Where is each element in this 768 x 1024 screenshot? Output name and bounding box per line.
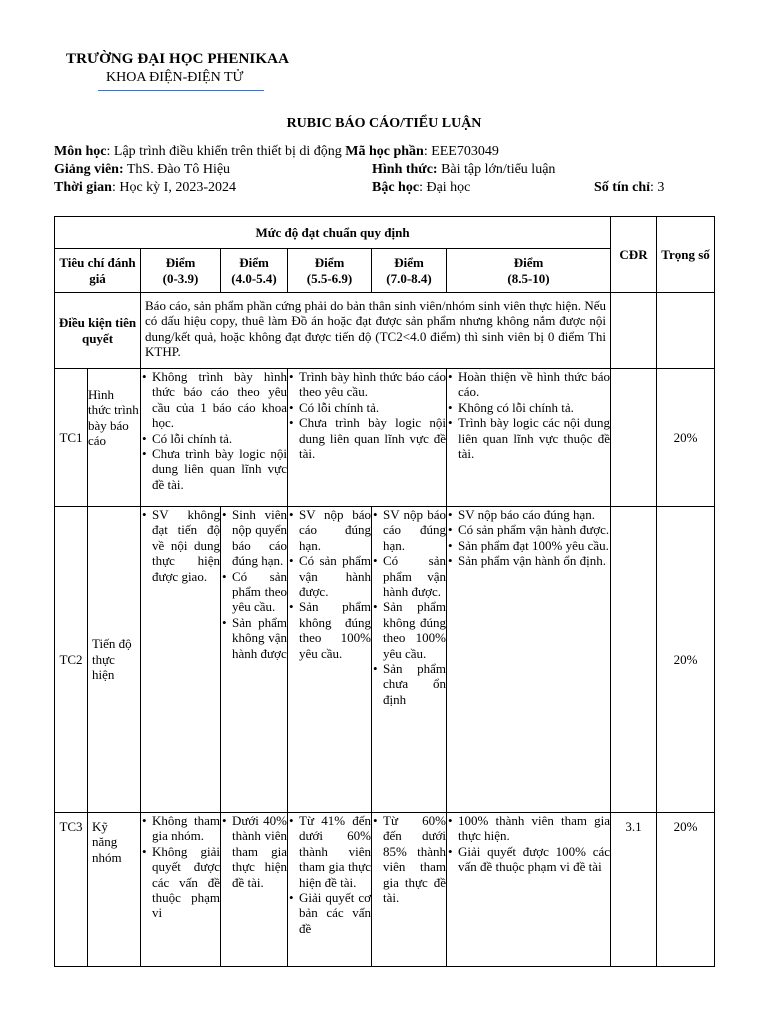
score-col-2-label: Điểm bbox=[239, 255, 269, 271]
university-name: TRƯỜNG ĐẠI HỌC PHENIKAA bbox=[66, 51, 290, 67]
faculty-underline bbox=[98, 90, 264, 91]
score-col-3-label: Điểm bbox=[314, 255, 345, 271]
criteria-bullet: • SV nộp báo cáo đúng hạn. bbox=[288, 507, 371, 553]
criteria-level-1 bbox=[141, 369, 288, 507]
table-row bbox=[55, 507, 715, 813]
criteria-bullet: • Không trình bày hình thức báo cáo theo yêu cầu của 1 báo cáo khoa học. bbox=[141, 369, 287, 431]
criteria-bullet: • Có lỗi chính tả. bbox=[288, 400, 446, 415]
score-col-4-header bbox=[372, 249, 447, 293]
criteria-bullet: • Trình bày logic các nội dung liên quan lĩnh vực thuộc đề tài. bbox=[447, 415, 610, 461]
table-row bbox=[55, 369, 715, 507]
criteria-weight: 20% bbox=[657, 507, 715, 813]
form-label: Hình thức: bbox=[372, 162, 438, 177]
prerequisite-cdr bbox=[611, 293, 657, 369]
time-label: Thời gian bbox=[54, 180, 112, 195]
criteria-bullet: • SV nộp báo cáo đúng hạn. bbox=[447, 507, 610, 522]
criteria-bullet: • Dưới 40% thành viên tham gia thực hiện đề tài. bbox=[221, 813, 287, 890]
subject-value: : Lập trình điều khiển trên thiết bị di động bbox=[106, 144, 342, 159]
criteria-level-4 bbox=[372, 507, 447, 813]
criteria-bullet: • Có lỗi chính tả. bbox=[141, 431, 287, 446]
criteria-bullet: • Có sản phẩm vận hành được. bbox=[288, 553, 371, 599]
criteria-bullet: • Từ 41% đến dưới 60% thành viên tham gia thực hiện đề tài. bbox=[288, 813, 371, 890]
credits-line bbox=[594, 180, 664, 196]
score-col-1-range: (0-3.9) bbox=[162, 270, 199, 286]
criteria-level-5 bbox=[447, 507, 611, 813]
weight-header-text: Trọng số bbox=[661, 246, 710, 262]
criteria-bullet: • Không có lỗi chính tả. bbox=[447, 400, 610, 415]
standard-level-header: Mức độ đạt chuẩn quy định bbox=[55, 217, 611, 249]
criteria-header: Tiêu chí đánh giá bbox=[55, 249, 141, 293]
criteria-bullet: • Sản phẩm không đúng theo 100% yêu cầu. bbox=[372, 599, 446, 661]
criteria-bullet: • Giải quyết cơ bản các vấn đề bbox=[288, 890, 371, 936]
criteria-bullet: • Không tham gia nhóm. bbox=[141, 813, 220, 844]
score-col-1-header bbox=[141, 249, 221, 293]
score-col-5-header bbox=[447, 249, 611, 293]
level-label: Bậc học bbox=[372, 180, 420, 195]
criteria-bullet: • Hoàn thiện về hình thức báo cáo. bbox=[447, 369, 610, 400]
score-col-1-label: Điểm bbox=[165, 255, 196, 271]
form-value: Bài tập lớn/tiểu luận bbox=[437, 162, 556, 177]
criteria-level-list bbox=[288, 369, 446, 461]
criteria-level-list bbox=[221, 507, 287, 661]
criteria-bullet: • Không giải quyết được các vấn đề thuộc phạm vi bbox=[141, 844, 220, 921]
criteria-bullet: • SV không đạt tiến độ về nội dung thực hiện được giao. bbox=[141, 507, 220, 584]
criteria-code: TC2 bbox=[55, 507, 88, 813]
criteria-name: Kỹ năng nhóm bbox=[88, 813, 141, 967]
criteria-level-2 bbox=[221, 507, 288, 813]
rubric-table bbox=[54, 216, 715, 967]
score-col-2-header bbox=[221, 249, 288, 293]
form-line bbox=[372, 162, 555, 178]
time-value: : Học kỳ I, 2023-2024 bbox=[111, 180, 236, 195]
criteria-code: TC3 bbox=[55, 813, 88, 967]
subject-line bbox=[54, 144, 499, 160]
criteria-code: TC1 bbox=[55, 369, 88, 507]
prerequisite-weight bbox=[657, 293, 715, 369]
level-line bbox=[372, 180, 470, 196]
criteria-cdr bbox=[611, 369, 657, 507]
score-col-5-label: Điểm bbox=[513, 255, 544, 271]
score-col-3-header bbox=[288, 249, 372, 293]
criteria-level-list bbox=[372, 507, 446, 707]
criteria-bullet: • Trình bày hình thức báo cáo theo yêu cầu. bbox=[288, 369, 446, 400]
credits-value: : 3 bbox=[650, 180, 665, 195]
criteria-bullet: • Sản phẩm không vận hành được bbox=[221, 615, 287, 661]
criteria-level-1 bbox=[141, 813, 221, 967]
score-col-3-range: (5.5-6.9) bbox=[306, 270, 353, 286]
criteria-level-1 bbox=[141, 507, 221, 813]
course-code-value: : EEE703049 bbox=[423, 144, 499, 159]
criteria-level-list bbox=[447, 369, 610, 461]
score-col-4-label: Điểm bbox=[394, 255, 424, 271]
criteria-level-list bbox=[221, 813, 287, 890]
lecturer-value: ThS. Đào Tô Hiệu bbox=[123, 162, 231, 177]
criteria-bullet: • 100% thành viên tham gia thực hiện. bbox=[447, 813, 610, 844]
prerequisite-text: Báo cáo, sản phẩm phần cứng phải do bản thân sinh viên/nhóm sinh viên thực hiện. Nếu có dấu hiệu copy, thuê làm Đồ án hoặc đạt được sản phẩm nhưng không nắm được nội dung/kết quả, hoặc không đạt được tiến độ (TC2<4.0 điểm) thì sinh viên bị 0 điểm Thi KTHP. bbox=[141, 293, 611, 369]
score-col-5-range: (8.5-10) bbox=[507, 270, 550, 286]
course-code-label: Mã học phần bbox=[345, 144, 424, 159]
criteria-bullet: • Sản phẩm vận hành ổn định. bbox=[447, 553, 610, 568]
time-line bbox=[54, 180, 236, 196]
criteria-level-3 bbox=[288, 813, 372, 967]
criteria-bullet: • Sản phẩm chưa ổn định bbox=[372, 661, 446, 707]
criteria-bullet: • Sinh viên nộp quyển báo cáo đúng hạn. bbox=[221, 507, 287, 569]
cdr-header: CĐR bbox=[611, 217, 657, 293]
criteria-bullet: • SV nộp báo cáo đúng hạn. bbox=[372, 507, 446, 553]
criteria-level-list bbox=[288, 507, 371, 661]
criteria-level-2 bbox=[221, 813, 288, 967]
subject-label: Môn học bbox=[54, 144, 107, 159]
score-col-2-range: (4.0-5.4) bbox=[231, 270, 277, 286]
lecturer-label: Giảng viên: bbox=[54, 162, 124, 177]
criteria-level-list bbox=[141, 813, 220, 921]
score-col-4-range: (7.0-8.4) bbox=[386, 270, 432, 286]
lecturer-line bbox=[54, 162, 230, 178]
criteria-level-3 bbox=[447, 369, 611, 507]
criteria-level-list bbox=[447, 507, 610, 569]
criteria-bullet: • Từ 60% đến dưới 85% thành viên tham gia thực đề tài. bbox=[372, 813, 446, 905]
criteria-name: Tiến độ thực hiện bbox=[88, 507, 141, 813]
criteria-cdr bbox=[611, 507, 657, 813]
document-title: RUBIC BÁO CÁO/TIỂU LUẬN bbox=[286, 116, 482, 131]
criteria-weight: 20% bbox=[657, 369, 715, 507]
criteria-bullet: • Giải quyết được 100% các vấn đề thuộc phạm vi đề tài bbox=[447, 844, 610, 875]
criteria-name: Hình thức trình bày báo cáo bbox=[88, 369, 141, 507]
criteria-level-list bbox=[447, 813, 610, 875]
criteria-bullet: • Có sản phẩm theo yêu cầu. bbox=[221, 569, 287, 615]
prerequisite-label: Điều kiện tiên quyết bbox=[55, 293, 141, 369]
criteria-bullet: • Chưa trình bày logic nội dung liên quan lĩnh vực đề tài. bbox=[141, 446, 287, 492]
criteria-bullet: • Sản phẩm không đúng theo 100% yêu cầu. bbox=[288, 599, 371, 661]
criteria-weight: 20% bbox=[657, 813, 715, 967]
criteria-bullet: • Có sản phẩm vận hành được. bbox=[447, 522, 610, 537]
criteria-bullet: • Sản phẩm đạt 100% yêu cầu. bbox=[447, 538, 610, 553]
criteria-level-3 bbox=[288, 507, 372, 813]
criteria-cdr: 3.1 bbox=[611, 813, 657, 967]
criteria-level-list bbox=[141, 507, 220, 584]
criteria-level-list bbox=[141, 369, 287, 492]
criteria-bullet: • Chưa trình bày logic nội dung liên quan lĩnh vực đề tài. bbox=[288, 415, 446, 461]
criteria-level-list bbox=[372, 813, 446, 905]
criteria-level-4 bbox=[372, 813, 447, 967]
criteria-level-list bbox=[288, 813, 371, 936]
faculty-name: KHOA ĐIỆN-ĐIỆN TỬ bbox=[106, 70, 244, 85]
criteria-level-5 bbox=[447, 813, 611, 967]
criteria-bullet: • Có sản phẩm vận hành được. bbox=[372, 553, 446, 599]
table-row bbox=[55, 813, 715, 967]
level-value: : Đại học bbox=[419, 180, 471, 195]
weight-header bbox=[657, 217, 715, 293]
criteria-level-2 bbox=[288, 369, 447, 507]
credits-label: Số tín chỉ bbox=[594, 180, 651, 195]
